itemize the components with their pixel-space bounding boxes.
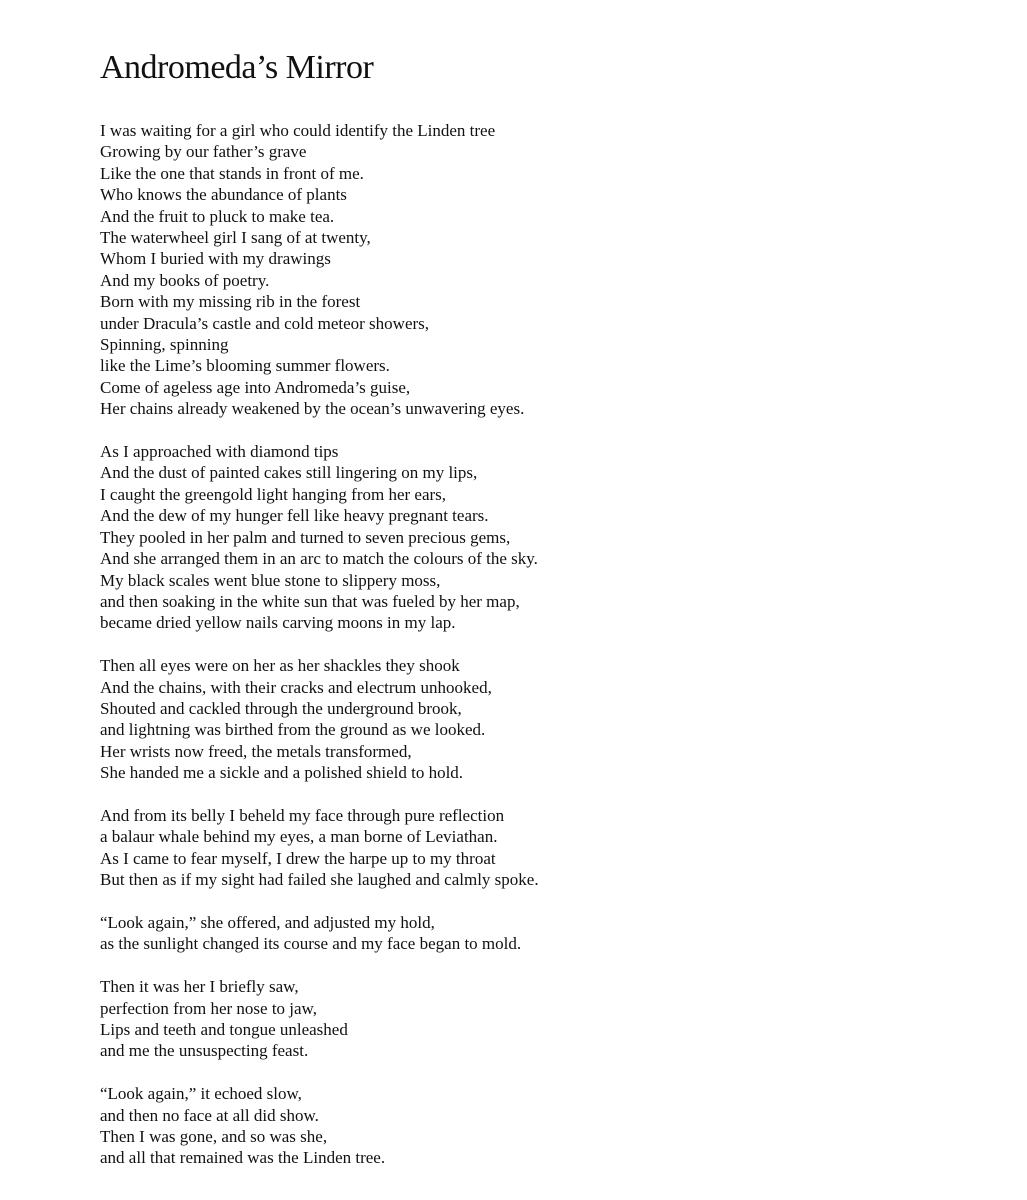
poem-line: became dried yellow nails carving moons in my lap.: [100, 613, 456, 633]
poem-stanza: [100, 120, 980, 420]
poem-line: Growing by our father’s grave: [100, 142, 307, 162]
poem-line: Her chains already weakened by the ocean’s unwavering eyes.: [100, 399, 525, 419]
poem-line: Shouted and cackled through the underground brook,: [100, 698, 462, 718]
poem-line: like the Lime’s blooming summer flowers.: [100, 356, 390, 376]
poem-line: She handed me a sickle and a polished shield to hold.: [100, 763, 464, 783]
poem-line: Like the one that stands in front of me.: [100, 163, 364, 183]
poem-line: Then it was her I briefly saw,: [100, 977, 299, 997]
poem-stanza: [100, 655, 980, 783]
poem-line: Her wrists now freed, the metals transformed,: [100, 741, 412, 761]
poem-page: [100, 46, 980, 1190]
poem-line: Lips and teeth and tongue unleashed: [100, 1019, 348, 1039]
poem-line: and me the unsuspecting feast.: [100, 1041, 309, 1061]
poem-line: Then all eyes were on her as her shackles they shook: [100, 656, 460, 676]
poem-line: And the fruit to pluck to make tea.: [100, 206, 335, 226]
poem-line: And the chains, with their cracks and electrum unhooked,: [100, 677, 492, 697]
poem-line: They pooled in her palm and turned to seven precious gems,: [100, 527, 511, 547]
poem-line: And the dust of painted cakes still lingering on my lips,: [100, 463, 478, 483]
poem-line: Born with my missing rib in the forest: [100, 292, 361, 312]
poem-line: and then no face at all did show.: [100, 1105, 319, 1125]
poem-body: [100, 120, 980, 1169]
poem-line: Who knows the abundance of plants: [100, 185, 347, 205]
poem-line: Spinning, spinning: [100, 335, 229, 355]
poem-line: I was waiting for a girl who could identify the Linden tree: [100, 121, 496, 140]
poem-stanza: [100, 976, 980, 1062]
poem-line: under Dracula’s castle and cold meteor showers,: [100, 313, 430, 333]
poem-line: Then I was gone, and so was she,: [100, 1127, 328, 1146]
poem-line: As I came to fear myself, I drew the harpe up to my throat: [100, 848, 496, 868]
poem-line: My black scales went blue stone to slippery moss,: [100, 570, 441, 590]
poem-line: And from its belly I beheld my face through pure reflection: [100, 805, 505, 825]
poem-line: and then soaking in the white sun that was fueled by her map,: [100, 591, 520, 611]
poem-line: “Look again,” she offered, and adjusted my hold,: [100, 912, 435, 932]
poem-line: perfection from her nose to jaw,: [100, 998, 317, 1018]
poem-line: I caught the greengold light hanging from her ears,: [100, 484, 447, 504]
poem-stanza: [100, 805, 980, 891]
poem-line: “Look again,” it echoed slow,: [100, 1084, 302, 1104]
poem-line: And my books of poetry.: [100, 270, 270, 290]
poem-line: The waterwheel girl I sang of at twenty,: [100, 228, 371, 248]
poem-line: And the dew of my hunger fell like heavy pregnant tears.: [100, 506, 489, 526]
poem-line: and lightning was birthed from the ground as we looked.: [100, 720, 486, 740]
poem-line: and all that remained was the Linden tree.: [100, 1148, 386, 1168]
poem-line: And she arranged them in an arc to match the colours of the sky.: [100, 549, 538, 569]
poem-line: Come of ageless age into Andromeda’s guise,: [100, 377, 411, 397]
poem-line: as the sunlight changed its course and my face began to mold.: [100, 934, 522, 954]
poem-line: As I approached with diamond tips: [100, 442, 339, 462]
poem-line: Whom I buried with my drawings: [100, 249, 331, 269]
poem-stanza: [100, 1083, 980, 1169]
poem-line: But then as if my sight had failed she laughed and calmly spoke.: [100, 870, 539, 890]
poem-title: Andromeda’s Mirror: [100, 49, 374, 86]
poem-line: a balaur whale behind my eyes, a man borne of Leviathan.: [100, 827, 498, 847]
poem-stanza: [100, 441, 980, 634]
poem-stanza: [100, 912, 980, 955]
